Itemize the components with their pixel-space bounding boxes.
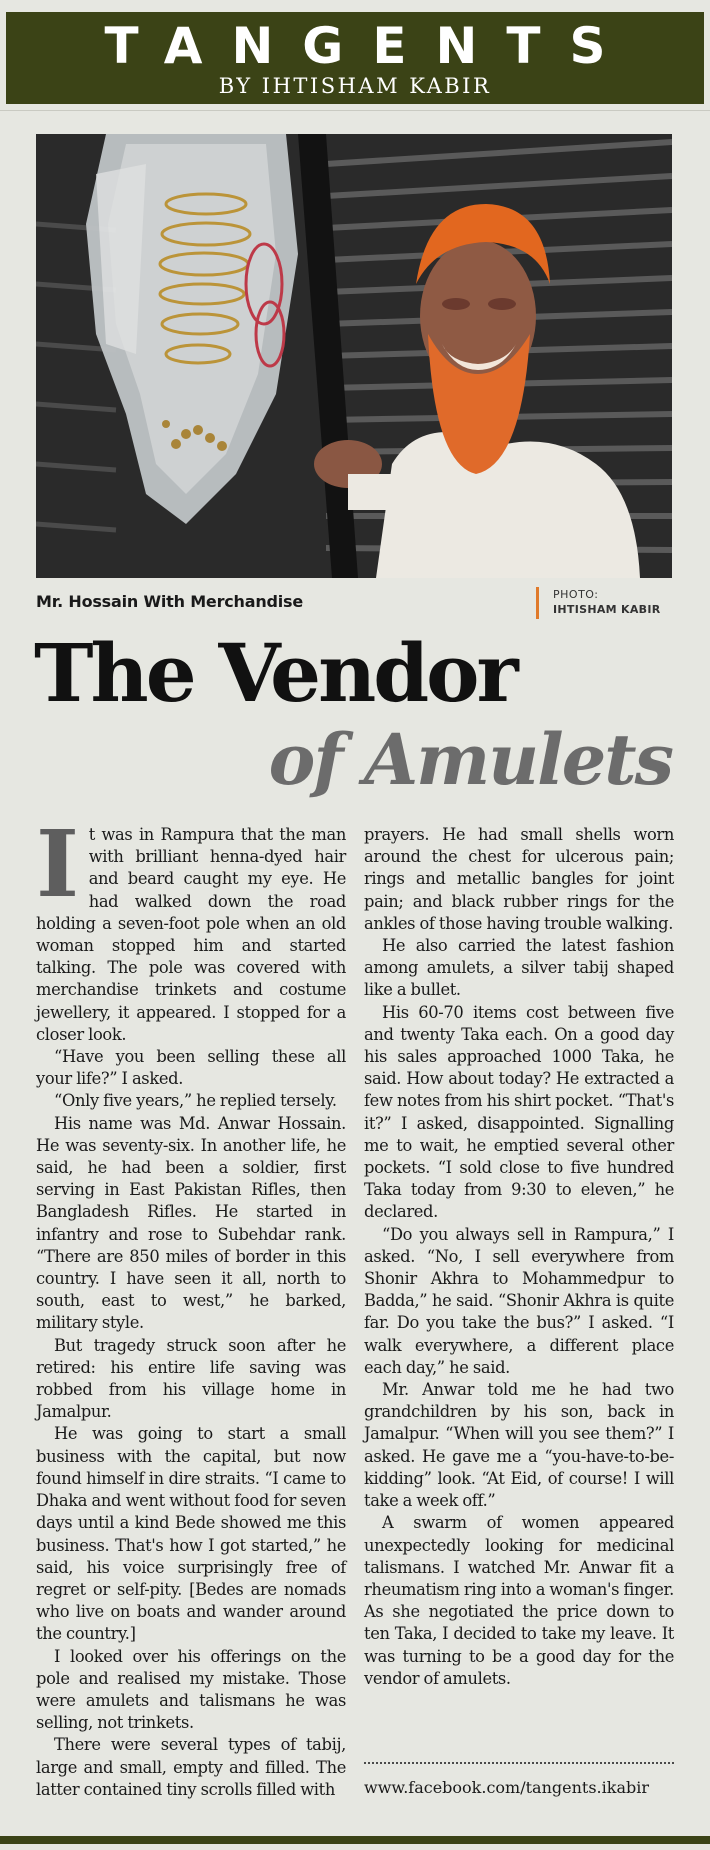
headline-sub: of Amulets	[268, 718, 672, 801]
bottom-rule	[0, 1836, 710, 1844]
facebook-link[interactable]: www.facebook.com/tangents.ikabir	[364, 1778, 649, 1797]
article-column-left	[36, 810, 346, 1801]
column-byline: BY IHTISHAM KABIR	[218, 74, 492, 98]
article-paragraph: But tragedy struck soon after he retired: his entire life saving was robbed from his village home in Jamalpur.	[36, 1335, 346, 1422]
article-paragraph: He was going to start a small business with the capital, but now found himself in dire straits. “I came to Dhaka and went without food for seven days until a kind Bede showed me this business. That's how I got started,” he said, his voice surprisingly free of regret or self-pity. [Bedes are nomads who live on boats and wander around the country.]	[36, 1424, 346, 1644]
masthead	[6, 12, 704, 104]
headline-main: The Vendor	[34, 626, 516, 720]
article-paragraph: “Do you always sell in Rampura,” I asked. “No, I sell everywhere from Shonir Akhra to Mohammedpur to Badda,” he said. “Shonir Akhra is quite far. Do you take the bus?” I asked. “I walk everywhere, a different place each day,” he said.	[364, 1224, 674, 1377]
paragraph-text: t was in Rampura that the man with brilliant henna-dyed hair and beard caught my eye. He had walked down the road holding a seven-foot pole when an old woman stopped him and started talking. The pole was covered with merchandise trinkets and costume jewellery, it appeared. I stopped for a closer look.	[36, 825, 346, 1044]
article-paragraph: His 60-70 items cost between five and twenty Taka each. On a good day his sales approached 1000 Taka, he said. How about today? He extracted a few notes from his shirt pocket. “That's it?” I asked, disappointed. Signalling me to wait, he emptied several other pockets. “I sold close to five hundred Taka today from 9:30 to eleven,” he declared.	[364, 1002, 674, 1222]
footer-divider	[364, 1762, 674, 1764]
article-paragraph: “Only five years,” he replied tersely.	[54, 1091, 337, 1111]
article-paragraph: He also carried the latest fashion among amulets, a silver tabij shaped like a bullet.	[364, 936, 674, 1000]
article-paragraph: Mr. Anwar told me he had two grandchildren by his son, back in Jamalpur. “When will you see them?” I asked. He gave me a “you-have-to-be-kidding” look. “At Eid, of course! I will take a week off.”	[364, 1380, 674, 1511]
top-divider	[0, 110, 710, 111]
article-paragraph: I looked over his offerings on the pole and realised my mistake. Those were amulets and talismans he was selling, not trinkets.	[36, 1646, 346, 1733]
column-title: TANGENTS	[104, 17, 635, 75]
article-paragraph	[36, 810, 346, 1046]
article-paragraph: His name was Md. Anwar Hossain. He was seventy-six. In another life, he said, he had been a soldier, first serving in East Pakistan Rifles, then Bangladesh Rifles. He started in infantry and rose to Subehdar rank. “There are 850 miles of border in this country. I have seen it all, north to south, east to west,” he barked, military style.	[36, 1113, 346, 1333]
photo-caption: Mr. Hossain With Merchandise	[36, 592, 304, 611]
drop-cap: I	[36, 810, 79, 918]
photo-credit-label: PHOTO:	[553, 588, 599, 601]
article-paragraph: A swarm of women appeared unexpectedly looking for medicinal talismans. I watched Mr. Anwar fit a rheumatism ring into a woman's finger. As she negotiated the price down to ten Taka, I decided to take my leave. It was turning to be a good day for the vendor of amulets.	[364, 1513, 674, 1688]
vendor-photo	[36, 134, 672, 578]
article-column-right	[364, 824, 674, 1690]
article-paragraph: “Have you been selling these all your life?” I asked.	[36, 1047, 346, 1089]
photo-credit	[536, 587, 661, 619]
photo-credit-name: IHTISHAM KABIR	[553, 603, 661, 616]
article-paragraph: prayers. He had small shells worn around the chest for ulcerous pain; rings and metallic bangles for joint pain; and black rubber rings for the ankles of those having trouble walking.	[364, 825, 674, 933]
article-paragraph: There were several types of tabij, large and small, empty and filled. The latter contained tiny scrolls filled with	[36, 1735, 346, 1799]
